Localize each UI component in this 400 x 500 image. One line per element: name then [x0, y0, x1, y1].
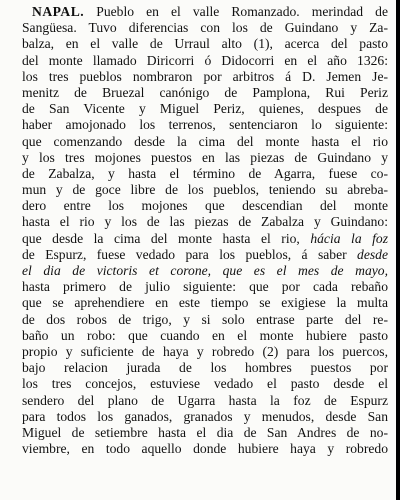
text-line: [22, 231, 388, 247]
text-line: [22, 247, 388, 263]
entry-text: [22, 4, 388, 457]
text-line-content: que desde la cima del monte hasta el rio,: [22, 230, 300, 246]
text-line-content: Pueblo en el valle Romanzado. merindad de: [84, 4, 388, 19]
text-line: hasta primero de julio siguiente: que por cada rebaño: [22, 279, 388, 295]
text-line: hasta el rio y los de las piezas de Zabalza y Guindano:: [22, 214, 388, 230]
italic-span: hácia la foz: [310, 230, 389, 246]
page-edge-shadow: [396, 0, 400, 500]
text-line: que comenzando desde la cima del monte hasta el rio: [22, 133, 388, 149]
text-line-content: de Espurz, fuese vedado para los pueblos, á saber: [22, 246, 347, 262]
text-line: y los tres mojones puestos en las piezas de Guindano y: [22, 149, 388, 165]
text-line: balza, en el valle de Urraul alto (1), acerca del pasto: [22, 36, 388, 52]
text-line: bajo relacion jurada de los hombres puestos por: [22, 360, 388, 376]
text-line: baño un robo: que cuando en el monte hubiere pasto: [22, 327, 388, 343]
text-line: de dos robos de trigo, y si solo entrase parte del re-: [22, 311, 388, 327]
text-line: menitz de Bruezal canónigo de Pamplona, Rui Periz: [22, 84, 388, 100]
text-line: mun y de goce libre de los pueblos, teniendo su abreba-: [22, 182, 388, 198]
text-line: propio y suficiente de haya y robredo (2) para los puercos,: [22, 343, 388, 359]
text-line: del monte llamado Diricorri ó Didocorri en el año 1326:: [22, 52, 388, 68]
text-line: los tres pueblos nombraron por arbitros á D. Jemen Je-: [22, 68, 388, 84]
text-line: Miguel de setiembre hasta el dia de San Andres de no-: [22, 424, 388, 440]
text-line: sendero del plano de Ugarra hasta la foz de Espurz: [22, 392, 388, 408]
text-line: de San Vicente y Miguel Periz, quienes, despues de: [22, 101, 388, 117]
text-line: que se aprehendiere en este tiempo se exigiese la multa: [22, 295, 388, 311]
text-line: Sangüesa. Tuvo diferencias con los de Guindano y Za-: [22, 20, 388, 36]
text-line: [22, 4, 388, 20]
text-line: de Zabalza, y hasta el término de Agarra, fuese co-: [22, 165, 388, 181]
text-line: para todos los ganados, granados y menudos, desde San: [22, 408, 388, 424]
entry-title: NAPAL.: [32, 4, 85, 19]
text-line: haber amojonado los terrenos, sentenciaron lo siguiente:: [22, 117, 388, 133]
text-line: los tres concejos, estuviese vedado el pasto desde el: [22, 376, 388, 392]
text-line: el dia de victoris et corone, que es el mes de mayo,: [22, 263, 388, 278]
text-line: viembre, en todo aquello donde hubiere haya y robredo: [22, 441, 388, 457]
text-line: dero entre los mojones que descendian del monte: [22, 198, 388, 214]
italic-span: desde: [357, 246, 388, 262]
